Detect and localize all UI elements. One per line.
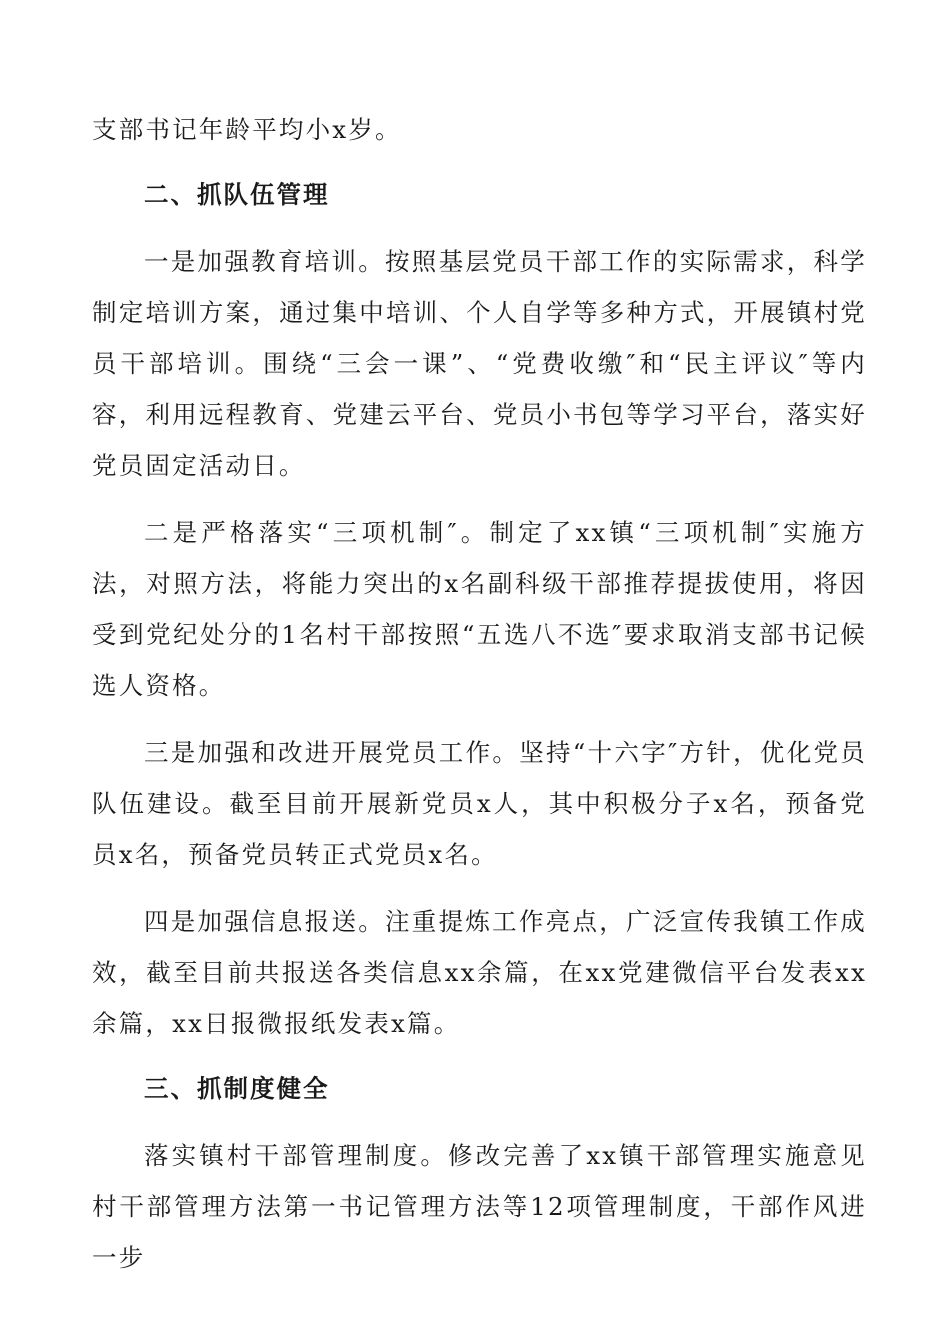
paragraph-information-reporting: 四是加强信息报送。注重提炼工作亮点，广泛宣传我镇工作成效，截至目前共报送各类信息xx余篇，在xx党建微信平台发表xx余篇，xx日报微报纸发表x篇。: [92, 907, 867, 1038]
section-heading-team-management: 二、抓队伍管理: [144, 180, 330, 209]
paragraph-continuation: 支部书记年龄平均小x岁。: [92, 115, 402, 144]
paragraph-party-member-work: 三是加强和改进开展党员工作。坚持“十六字″方针，优化党员队伍建设。截至目前开展新党员x人，其中积极分子x名，预备党员x名，预备党员转正式党员x名。: [92, 738, 867, 869]
paragraph-cadre-management: 落实镇村干部管理制度。修改完善了xx镇干部管理实施意见村干部管理方法第一书记管理方法等12项管理制度，干部作风进一步: [92, 1141, 867, 1272]
paragraph-education-training: 一是加强教育培训。按照基层党员干部工作的实际需求，科学制定培训方案，通过集中培训、个人自学等多种方式，开展镇村党员干部培训。围绕“三会一课”、“党费收缴″和“民主评议″等内容，利用远程教育、党建云平台、党员小书包等学习平台，落实好党员固定活动日。: [92, 247, 867, 480]
section-heading-system-improvement: 三、抓制度健全: [144, 1074, 330, 1103]
document-body: [92, 104, 867, 1283]
paragraph-three-mechanisms: 二是严格落实“三项机制″。制定了xx镇“三项机制″实施方法，对照方法，将能力突出的x名副科级干部推荐提拔使用，将因受到党纪处分的1名村干部按照“五选八不选″要求取消支部书记候选人资格。: [92, 518, 867, 700]
